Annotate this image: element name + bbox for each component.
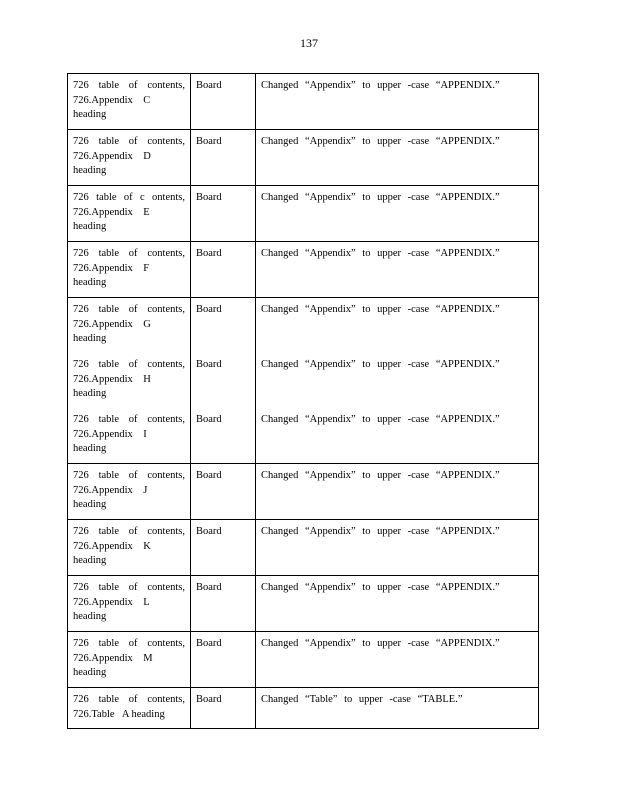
page-number: 137 (300, 36, 318, 50)
by-cell: Board (191, 464, 256, 520)
table-row (68, 632, 539, 688)
change-text: Changed “Appendix” to upper -case “APPENDIX.” (261, 582, 500, 593)
change-cell (256, 186, 539, 242)
location-cell (68, 74, 191, 130)
location-line: 726 table of contents, (73, 638, 185, 649)
location-line: 726 table of contents, (73, 470, 185, 481)
location-line: 726 table of contents, (73, 582, 185, 593)
location-line: heading (73, 443, 107, 454)
location-line: 726.Appendix J (73, 484, 148, 496)
location-line: heading (73, 277, 107, 288)
location-cell (68, 130, 191, 186)
by-cell: Board (191, 520, 256, 576)
location-line: 726.Appendix I (73, 428, 147, 440)
change-cell (256, 408, 539, 464)
change-text: Changed “Appendix” to upper -case “APPENDIX.” (261, 248, 500, 259)
change-text: Changed “Appendix” to upper -case “APPENDIX.” (261, 80, 500, 91)
change-text: Changed “Table” to upper -case “TABLE.” (261, 694, 463, 705)
location-line: 726 table of c ontents, (73, 192, 185, 203)
location-line: 726.Appendix D (73, 150, 151, 162)
table-row (68, 520, 539, 576)
change-text: Changed “Appendix” to upper -case “APPENDIX.” (261, 638, 500, 649)
location-cell (68, 688, 191, 729)
location-cell (68, 576, 191, 632)
by-cell: Board (191, 298, 256, 354)
location-cell (68, 632, 191, 688)
change-text: Changed “Appendix” to upper -case “APPENDIX.” (261, 359, 500, 370)
change-cell (256, 632, 539, 688)
location-line: 726 table of contents, (73, 359, 185, 370)
location-cell (68, 186, 191, 242)
table-row (68, 353, 539, 408)
change-cell (256, 464, 539, 520)
location-cell (68, 298, 191, 354)
table-row (68, 298, 539, 354)
location-line: heading (73, 333, 107, 344)
change-text: Changed “Appendix” to upper -case “APPENDIX.” (261, 526, 500, 537)
table-row (68, 242, 539, 298)
by-cell: Board (191, 408, 256, 464)
changes-table (67, 73, 539, 729)
by-cell: Board (191, 130, 256, 186)
change-cell (256, 74, 539, 130)
table-row (68, 74, 539, 130)
change-cell (256, 242, 539, 298)
table-row (68, 464, 539, 520)
location-cell (68, 408, 191, 464)
change-cell (256, 576, 539, 632)
location-line: 726.Appendix M (73, 652, 153, 664)
location-line: heading (73, 388, 107, 399)
change-text: Changed “Appendix” to upper -case “APPENDIX.” (261, 470, 500, 481)
table-row (68, 130, 539, 186)
location-cell (68, 353, 191, 408)
location-line: heading (73, 221, 107, 232)
table-row (68, 186, 539, 242)
location-line: 726.Appendix F (73, 262, 150, 274)
by-cell: Board (191, 632, 256, 688)
location-line: 726 table of contents, (73, 80, 185, 91)
location-line: heading (73, 611, 107, 622)
by-cell: Board (191, 242, 256, 298)
change-cell (256, 130, 539, 186)
location-line: 726.Appendix C (73, 94, 151, 106)
by-cell: Board (191, 688, 256, 729)
change-text: Changed “Appendix” to upper -case “APPENDIX.” (261, 414, 500, 425)
location-cell (68, 520, 191, 576)
change-text: Changed “Appendix” to upper -case “APPENDIX.” (261, 136, 500, 147)
change-cell (256, 353, 539, 408)
location-line: 726.Appendix L (73, 596, 150, 608)
change-cell (256, 298, 539, 354)
location-line: 726 table of contents, (73, 304, 185, 315)
location-line: 726 table of contents, (73, 248, 185, 259)
by-cell: Board (191, 576, 256, 632)
by-cell: Board (191, 186, 256, 242)
change-cell (256, 520, 539, 576)
location-line: 726 table of contents, (73, 526, 185, 537)
location-line: heading (73, 499, 107, 510)
location-line: heading (73, 667, 107, 678)
location-line: 726.Appendix G (73, 318, 151, 330)
location-line: 726 table of contents, (73, 694, 185, 705)
location-line: 726.Appendix H (73, 373, 151, 385)
by-cell: Board (191, 74, 256, 130)
location-line: 726.Table A heading (73, 708, 165, 720)
change-text: Changed “Appendix” to upper -case “APPENDIX.” (261, 304, 500, 315)
location-line: 726 table of contents, (73, 136, 185, 147)
location-line: heading (73, 555, 107, 566)
table-row (68, 408, 539, 464)
location-line: heading (73, 165, 107, 176)
table-row (68, 576, 539, 632)
location-line: 726.Appendix K (73, 540, 151, 552)
location-line: 726 table of contents, (73, 414, 185, 425)
location-cell (68, 242, 191, 298)
change-text: Changed “Appendix” to upper -case “APPENDIX.” (261, 192, 500, 203)
by-cell: Board (191, 353, 256, 408)
location-cell (68, 464, 191, 520)
change-cell (256, 688, 539, 729)
table-row (68, 688, 539, 729)
location-line: heading (73, 109, 107, 120)
location-line: 726.Appendix E (73, 206, 150, 218)
